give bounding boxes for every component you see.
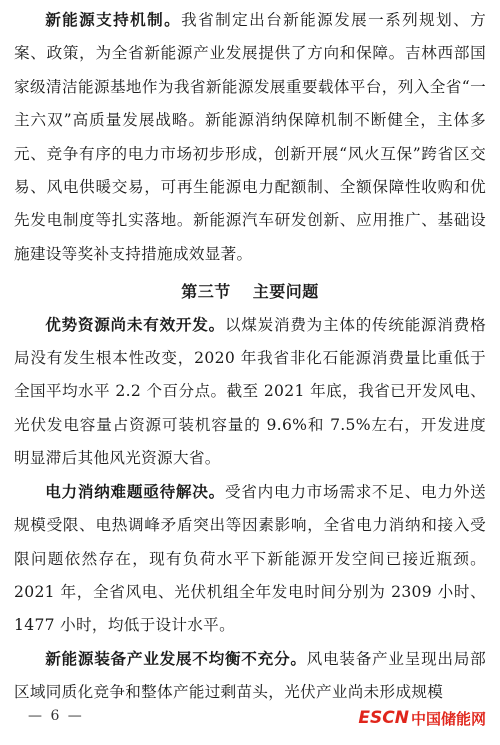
paragraph-body: 我省制定出台新能源发展一系列规划、方案、政策，为全省新能源产业发展提供了方向和保障。吉林西部国家级清洁能源基地作为我省新能源发展重要载体平台，列入全省“一主六双”高质量发展战略。新能源消纳保障机制不断健全，主体多元、竞争有序的电力市场初步形成，创新开展“风火互保”跨省区交易、风电供暖交易，可再生能源电力配额制、全额保障性收购和优先发电制度等扎实落地。新能源汽车研发创新、应用推广、基础设施建设等奖补支持措施成效显著。 xyxy=(14,11,487,263)
section-number: 第三节 xyxy=(181,282,231,302)
watermark-latin: ESCN xyxy=(358,708,409,728)
paragraph-body: 受省内电力市场需求不足、电力外送规模受限、电热调峰矛盾突出等因素影响，全省电力消纳和接入受限问题依然存在，现有负荷水平下新能源开发空间已接近瓶颈。2021 年，全省风电、光伏机组全年发电时间分别为 2309 小时、1477 小时，均低于设计水平。 xyxy=(14,482,486,635)
paragraph-body: 以煤炭消费为主体的传统能源消费格局没有发生根本性改变，2020 年我省非化石能源消费量比重低于全国平均水平 2.2 个百分点。截至 2021 年底，我省已开发风电、光伏发电容量占资源可装机容量的 9.6%和 7.5%左右，开发进度明显滞后其他风光资源大省。 xyxy=(14,315,486,468)
page-number: — 6 — xyxy=(28,708,84,724)
paragraph-equipment-industry xyxy=(14,643,486,710)
paragraph-lead: 电力消纳难题亟待解决。 xyxy=(45,482,225,501)
paragraph-lead: 新能源装备产业发展不均衡不充分。 xyxy=(45,649,307,668)
paragraph-lead: 优势资源尚未有效开发。 xyxy=(45,315,225,334)
paragraph-lead: 新能源支持机制。 xyxy=(45,11,182,29)
paragraph-support-mechanism xyxy=(14,4,486,271)
watermark-logo xyxy=(358,706,486,730)
paragraph-resources xyxy=(14,309,486,476)
page-footer xyxy=(0,706,500,745)
section-heading xyxy=(14,275,486,308)
section-title: 主要问题 xyxy=(252,282,319,302)
document-body xyxy=(14,4,486,710)
paragraph-body: 风电装备产业呈现出局部区域同质化竞争和整体产能过剩苗头，光伏产业尚未形成规模 xyxy=(14,649,486,702)
paragraph-power-consumption xyxy=(14,476,486,643)
watermark-cn: 中国储能网 xyxy=(410,709,486,728)
